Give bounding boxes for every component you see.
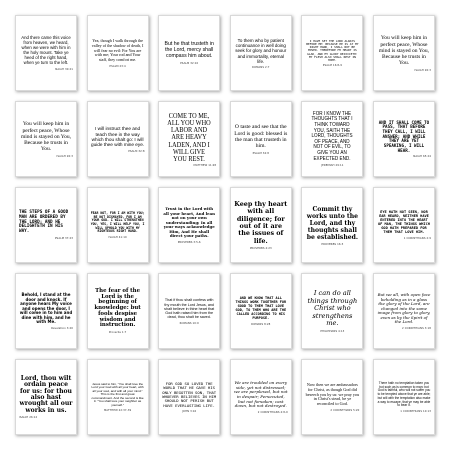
- scripture-card: [15, 101, 77, 177]
- card-verse-text: Now then we are ambassadors for Christ, as though God did beseech you by us: we pray you in Christ's stead, be ye reconciled to God.: [305, 381, 360, 407]
- scripture-card-grid: [15, 15, 435, 435]
- card-reference: 2 CORINTHIANS 5:20: [330, 409, 360, 413]
- card-reference: 2 CORINTHIANS 3:18: [402, 327, 431, 331]
- card-verse-text: Yea, though I walk through the valley of the shadow of death, I will fear no evil: For You are with me; Your rod and Your staff, they comfort me.: [91, 38, 144, 63]
- card-reference: PSALM 32:10: [180, 61, 199, 65]
- card-reference: PROVERBS 4:23: [249, 247, 272, 251]
- card-reference: PROVERBS 3:5-6: [177, 240, 201, 244]
- card-verse-text: EYE HATH NOT SEEN, NOR EAR HEARD, NEITHER HAVE ENTERED INTO THE HEART OF MAN, THE THINGS WHICH GOD HATH PREPARED FOR THEM THAT LOVE HIM.: [378, 210, 430, 234]
- card-verse-text: But he that trusteth in the Lord, mercy shall compass him about.: [164, 41, 214, 59]
- scripture-card: [158, 359, 220, 435]
- card-reference: ISAIAH 41:10: [108, 235, 127, 239]
- card-reference: PHILIPPIANS 4:13: [320, 329, 345, 333]
- scripture-card: [230, 273, 292, 349]
- card-reference: JOHN 3:16: [182, 409, 197, 413]
- card-reference: PSALM 23:4: [109, 64, 126, 68]
- card-reference: ROMANS 10:9: [179, 321, 199, 325]
- scripture-card: [87, 359, 149, 435]
- card-verse-text: COME TO ME, ALL YOU WHO LABOR AND ARE HEAVY LADEN, AND I WILL GIVE YOU REST.: [167, 111, 211, 163]
- scripture-card: [373, 273, 435, 349]
- scripture-card: [87, 187, 149, 263]
- card-verse-text: I can do all things through Christ who strengthens me.: [307, 289, 358, 328]
- card-reference: 1 CORINTHIANS 10:13: [400, 409, 431, 413]
- scripture-card: [230, 359, 292, 435]
- card-reference: ISAIAH 30:21: [54, 67, 73, 71]
- card-reference: PSALM 32:8: [128, 149, 145, 153]
- scripture-card: [301, 273, 363, 349]
- card-verse-text: Jesus said to him, "You shall love the Lord your God with all your heart, with all your soul, and with all your mind." This is the first and great commandment. And the second is like it: "You shall love your neighbor as yourself.": [91, 381, 144, 407]
- card-verse-text: FOR I KNOW THE THOUGHTS THAT I THINK TOWARD YOU, SAITH THE LORD, THOUGHTS OF PEACE, AND NOT OF EVIL, TO GIVE YOU AN EXPECTED END.: [311, 110, 353, 162]
- card-reference: ROMANS 2:7: [252, 65, 270, 69]
- scripture-card: [15, 359, 77, 435]
- card-verse-text: Trust in the Lord with all your heart, And lean not on your own understanding; In all your ways acknowledge Him, And He shall direct your paths.: [163, 206, 215, 239]
- scripture-card: [301, 359, 363, 435]
- scripture-card: [87, 15, 149, 91]
- scripture-card: [230, 101, 292, 177]
- card-reference: PSALM 16:8-9: [322, 64, 342, 68]
- card-verse-text: Lord, thou wilt ordain peace for us: for thou also hast wrought all our works in us.: [19, 374, 73, 414]
- card-verse-text: O taste and see that the Lord is good: blessed is the man that trusteth in him.: [234, 124, 288, 150]
- card-verse-text: Commit thy works unto the Lord, and thy thoughts shall be established.: [306, 205, 359, 241]
- card-verse-text: We are troubled on every side, yet not distressed; we are perplexed, but not in despair; Persecuted, but not forsaken; cast down, but not destroyed.: [233, 379, 288, 409]
- card-reference: Proverbs 1:7: [108, 330, 127, 334]
- card-verse-text: And there came this voice from heaven, we heard, when we were with him in the holy mount. Take ye heed of the right hand, when ye turn to the left.: [21, 35, 71, 65]
- scripture-card: [158, 273, 220, 349]
- card-verse-text: FOR GOD SO LOVED THE WORLD THAT HE GAVE HIS ONLY BEGOTTEN SON, THAT WHOEVER BELIEVES IN HIM SHOULD NOT PERISH BUT HAVE EVERLASTING LIFE.: [162, 381, 217, 408]
- scripture-card: [373, 187, 435, 263]
- card-reference: MATTHEW 22:37-39: [103, 409, 132, 413]
- scripture-card: [15, 187, 77, 263]
- card-reference: PSALM 34:8: [252, 151, 269, 155]
- scripture-card: [158, 15, 220, 91]
- card-reference: 2 CORINTHIANS 4:8-9: [257, 411, 288, 415]
- card-reference: JEREMIAH 29:11: [321, 164, 344, 168]
- card-verse-text: I will instruct thee and teach thee in the way which thou shalt go: I will guide thee with mine eye.: [91, 126, 145, 148]
- card-verse-text: There hath no temptation taken you but such as is common to man: but God is faithful, who will not suffer you to be tempted above that ye are able; but will with the temptation also make a way to escape, that ye may be able to bear it.: [377, 381, 431, 408]
- scripture-card: [15, 15, 77, 91]
- card-verse-text: Keep thy heart with all diligence; for out of it are the issues of life.: [234, 199, 288, 245]
- card-reference: ROMANS 8:28: [251, 322, 271, 326]
- card-verse-text: The fear of the Lord is the beginning of knowledge: but fools despise wisdom and instruction.: [94, 288, 141, 329]
- card-verse-text: But we all, with open face beholding as in a glass the glory of the Lord, are changed into the same image from glory to glory, even as by the Spirit of the Lord.: [377, 291, 431, 325]
- scripture-card: [87, 273, 149, 349]
- card-verse-text: AND IT SHALL COME TO PASS, THAT BEFORE THEY CALL, I WILL ANSWER; AND WHILE THEY ARE YET SPEAKING, I WILL HEAR.: [378, 119, 430, 153]
- card-verse-text: FEAR NOT, FOR I AM WITH YOU; BE NOT DISMAYED, FOR I AM YOUR GOD. I WILL STRENGTHEN YOU, YES, I WILL HELP YOU, I WILL UPHOLD YOU WITH MY RIGHTEOUS RIGHT HAND.: [90, 211, 145, 234]
- card-verse-text: That if thou shalt confess with thy mouth the Lord Jesus, and shalt believe in thine heart that God hath raised him from the dead, thou shalt be saved.: [164, 298, 215, 320]
- card-reference: ISAIAH 65:24: [412, 155, 431, 159]
- card-reference: MATTHEW 11:28: [193, 163, 217, 167]
- scripture-card: [301, 187, 363, 263]
- scripture-card: [158, 101, 220, 177]
- card-verse-text: I HAVE SET THE LORD ALWAYS BEFORE ME: BECAUSE HE IS AT MY RIGHT HAND, I SHALL NOT BE MOVED. THEREFORE MY HEART IS GLAD, AND MY GLORY REJOICETH: MY FLESH ALSO SHALL REST IN HOPE.: [306, 38, 359, 62]
- scripture-card: [373, 101, 435, 177]
- card-verse-text: You will keep him in perfect peace, Whose mind is stayed on You, Because he trusts in You.: [378, 35, 430, 67]
- scripture-card: [301, 15, 363, 91]
- scripture-card: [87, 101, 149, 177]
- scripture-card: [301, 101, 363, 177]
- card-verse-text: To them who by patient continuance in well doing seek for glory and honour and immortality, eternal life.: [235, 38, 287, 64]
- card-verse-text: You will keep him in perfect peace, Whose mind is stayed on You, Because he trusts in You.: [20, 121, 72, 153]
- card-verse-text: THE STEPS OF A GOOD MAN ARE ORDERED BY THE LORD: AND HE DELIGHTETH IN HIS WAY.: [19, 210, 69, 235]
- card-verse-text: Behold, I stand at the door and knock. If anyone hears My voice and opens the door, I will come in to him and dine with him, and he with Me.: [19, 291, 73, 325]
- card-reference: PSALM 37:23: [54, 236, 73, 240]
- scripture-card: [230, 187, 292, 263]
- card-reference: PROVERBS 16:3: [321, 242, 344, 246]
- card-reference: ISAIAH 26:12: [19, 416, 38, 420]
- scripture-card: [158, 187, 220, 263]
- card-reference: ISAIAH 26:3: [414, 68, 431, 72]
- scripture-card: [15, 273, 77, 349]
- card-reference: ISAIAH 26:3: [56, 154, 73, 158]
- card-reference: Revelation 3:20: [51, 327, 73, 331]
- scripture-card: [373, 15, 435, 91]
- scripture-card: [230, 15, 292, 91]
- card-reference: 1 CORINTHIANS 2:9: [403, 236, 431, 240]
- card-verse-text: AND WE KNOW THAT ALL THINGS WORK TOGETHER FOR GOOD TO THEM THAT LOVE GOD, TO THEM WHO ARE THE CALLED ACCORDING TO HIS PURPOSE.: [235, 296, 287, 320]
- scripture-card: [373, 359, 435, 435]
